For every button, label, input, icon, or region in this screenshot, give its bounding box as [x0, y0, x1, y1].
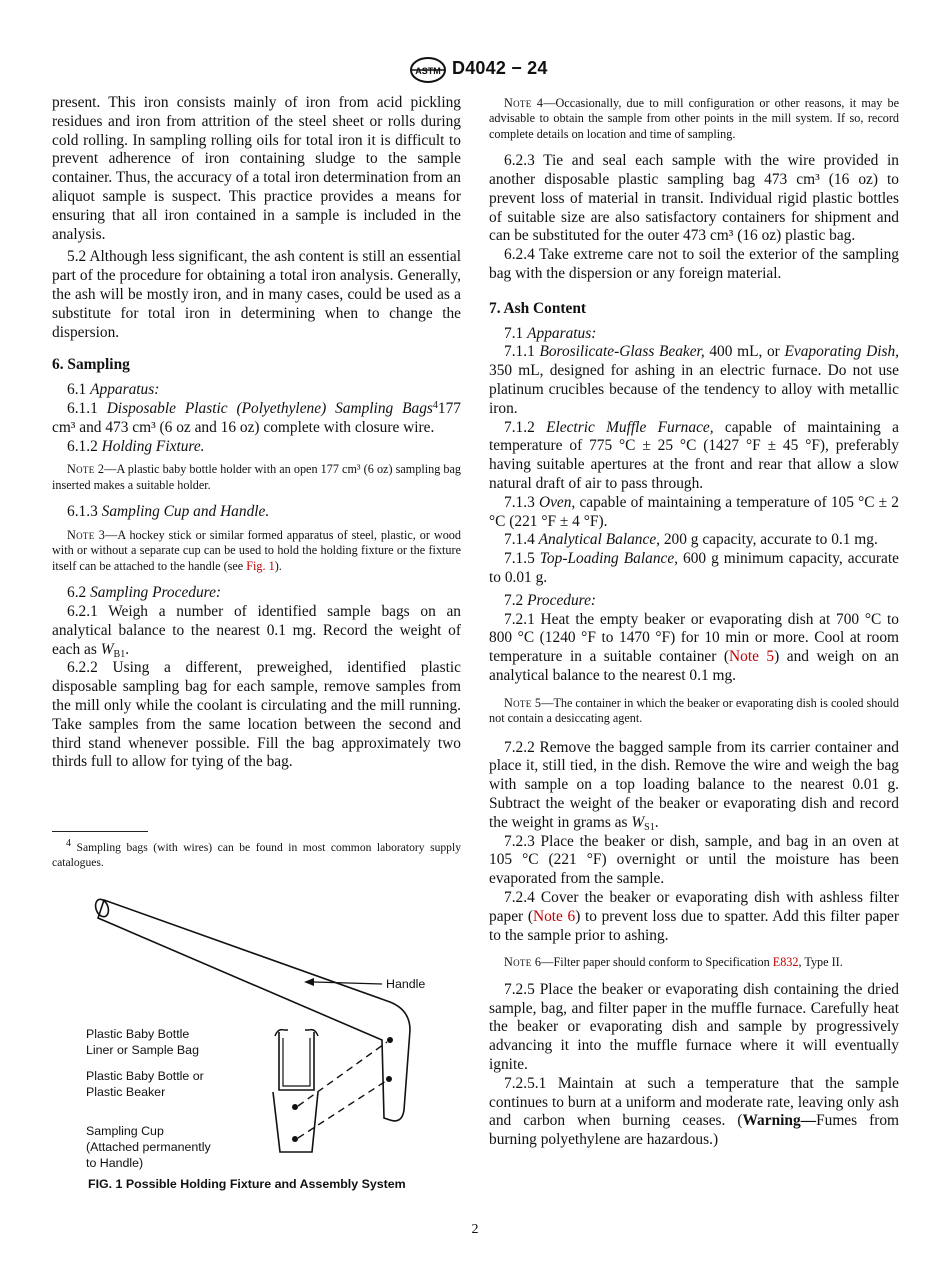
note-6-link[interactable]: Note 6: [532, 907, 576, 925]
left-column: [52, 94, 461, 776]
handle-hole-2: [386, 1076, 392, 1082]
heading-sampling: 6. Sampling: [52, 356, 130, 374]
label-bottle-1: Plastic Baby Bottle or: [86, 1069, 204, 1083]
liner-lip-left: [275, 1030, 288, 1036]
footnote-ref-4: 4: [432, 399, 438, 411]
label-cup-3: to Handle): [86, 1156, 144, 1170]
footnote-rule: [52, 831, 148, 832]
document-id: D4042 − 24: [452, 58, 548, 78]
warning-label: Warning—: [742, 1112, 817, 1130]
section-7-1-5: 7.1.5 Top-Loading Balance, 600 g minimum capacity, accurate to 0.01 g.: [489, 550, 899, 586]
cup-hole-2: [292, 1136, 298, 1142]
section-7-1-4: 7.1.4 Analytical Balance, 200 g capacity, accurate to 0.1 mg.: [504, 531, 878, 549]
section-6-1: 6.1 Apparatus:: [67, 381, 160, 399]
handle-arrow: [314, 982, 382, 984]
label-cup-1: Sampling Cup: [86, 1124, 164, 1138]
section-7-2-2: 7.2.2 Remove the bagged sample from its carrier container and place it, still tied, in the dish. Remove the wire and weigh the bag with sample on a top loading balance to the nearest 0.01 g. Subtract the weight of the beaker or evaporating dish and record the weight in grams as $W_{S1}$.: [489, 738, 899, 833]
cup-hole-1: [292, 1104, 298, 1110]
section-6-2-4: 6.2.4 Take extreme care not to soil the exterior of the sampling bag with the dispersion or any foreign material.: [489, 246, 899, 282]
note-5-link[interactable]: Note 5: [729, 648, 775, 666]
liner-shape: [279, 1032, 314, 1090]
heading-ash-content: 7. Ash Content: [489, 299, 587, 317]
section-6-1-1: 6.1.1 Disposable Plastic (Polyethylene) Sampling Bags$^4$177 cm³ and 473 cm³ (6 oz and 16 oz) complete with closure wire.: [52, 399, 461, 436]
section-6-1-2: 6.1.2 Holding Fixture.: [67, 437, 205, 455]
section-7-2-5: 7.2.5 Place the beaker or evaporating dish containing the dried sample, bag, and filter paper in the muffle furnace. Carefully heat the beaker or evaporating dish and sample by progressively advancing it into the muffle furnace where it will eventually ignite.: [489, 980, 899, 1073]
section-7-2-1: 7.2.1 Heat the empty beaker or evaporating dish at 700 °C to 800 °C (1240 °F to 1470 °F) for 10 min or more. Cool at room temperature in a suitable container (Note 5) and weigh on an analytical balance to the nearest 0.1 mg.: [489, 610, 899, 684]
page-number: 2: [471, 1222, 479, 1237]
figure-caption: FIG. 1 Possible Holding Fixture and Assembly System: [88, 1177, 406, 1191]
section-6-2-2: 6.2.2 Using a different, preweighed, identified plastic disposable sampling bag for each sample, remove samples from the mill only while the coolant is circulating and the mill running. Take samples from the same location between the second and third stand whenever possible. Fill the bag approximately two thirds full to allow for tying of the bag.: [52, 659, 461, 771]
section-7-2-3: 7.2.3 Place the beaker or dish, sample, and bag in an oven at 105 °C (221 °F) overnight or until the moisture has been evaporated from the sample.: [489, 832, 899, 888]
label-liner-2: Liner or Sample Bag: [86, 1043, 199, 1057]
section-6-2-3: 6.2.3 Tie and seal each sample with the wire provided in another disposable plastic sampling bag 473 cm³ (16 oz) to prevent loss of material in transit. Individual rigid plastic bottles of suitable size are also satisfactory containers for shipment and can be substituted for the outer 473 cm³ (16 oz) plastic bag.: [489, 152, 899, 245]
note-6: Note 6—Filter paper should conform to Specification E832, Type II.: [504, 955, 843, 970]
right-column: [489, 94, 899, 1154]
label-cup-2: (Attached permanently: [86, 1140, 211, 1154]
section-6-2: 6.2 Sampling Procedure:: [67, 584, 222, 602]
note-3: Note 3—A hockey stick or similar formed apparatus of steel, plastic, or wood with or without a separate cup can be used to hold the holding fixture or the fixture itself can be attached to the handle (see Fig. 1).: [52, 527, 461, 573]
section-7-1-1: 7.1.1 Borosilicate-Glass Beaker, 400 mL, or Evaporating Dish, 350 mL, designed for ashing in an electric furnace. Do not use platinum crucibles because of the tendency to alloy with metallic iron.: [489, 343, 899, 417]
liner-lip-right: [305, 1030, 318, 1036]
section-7-1-3: 7.1.3 Oven, capable of maintaining a temperature of 105 °C ± 2 °C (221 °F ± 4 °F).: [489, 493, 899, 530]
paragraph-continuation: present. This iron consists mainly of iron from acid pickling residues and iron from attrition of the steel sheet or rolls during cold rolling. In sampling rolling oils for total iron it is difficult to prevent adherence of iron containing sludge to the sample container. Thus, the accuracy of a total iron determination from an aliquot sample is suspect. This practice provides a means for ensuring that all iron contained in a sample is included in the analysis.: [52, 94, 461, 243]
section-7-2: 7.2 Procedure:: [504, 591, 597, 609]
logo-text: ASTM: [415, 66, 441, 76]
note-5: Note 5—The container in which the beaker or evaporating dish is cooled should not contain a desiccating agent.: [489, 695, 899, 726]
label-liner-1: Plastic Baby Bottle: [86, 1027, 190, 1041]
note-4: Note 4—Occasionally, due to mill configuration or other reasons, it may be advisable to obtain the sample from other points in the mill system. If so, record complete details on location and time of sampling.: [489, 96, 899, 141]
astm-logo-icon: [408, 56, 448, 84]
section-7-1: 7.1 Apparatus:: [504, 324, 597, 342]
cup-shape: [273, 1092, 318, 1152]
handle-hole-1: [387, 1037, 393, 1043]
section-7-2-5-1: 7.2.5.1 Maintain at such a temperature that the sample continues to burn at a uniform and moderate rate, leaving only ash and carbon when burning ceases. (Warning—Fumes from burning polyethylene are hazardous.): [489, 1074, 900, 1149]
section-7-1-2: 7.1.2 Electric Muffle Furnace, capable of maintaining a temperature of 775 °C ± 25 °C (1427 °F ± 45 °F), preferably having suitable apertures at the front and rear that allow a slow natural draft of air to pass through.: [489, 418, 899, 492]
assembly-line-1: [298, 1042, 387, 1106]
section-5-2: 5.2 Although less significant, the ash content is still an essential part of the procedure for obtaining a total iron analysis. Generally, the ash will be mostly iron, and in many cases, could be used as a substitute for total iron in determining when to change the dispersion.: [52, 248, 461, 341]
note-2: Note 2—A plastic baby bottle holder with an open 177 cm³ (6 oz) sampling bag inserted makes a suitable holder.: [52, 462, 461, 492]
liner-inner: [283, 1038, 310, 1086]
label-bottle-2: Plastic Beaker: [86, 1085, 166, 1099]
figure-1-diagram: [52, 880, 461, 1180]
e832-link[interactable]: E832: [772, 955, 799, 970]
label-handle: Handle: [386, 977, 426, 991]
page-header: [0, 56, 950, 84]
fig-1-link[interactable]: Fig. 1: [246, 558, 275, 573]
handle-arrowhead: [304, 978, 314, 986]
section-6-1-3: 6.1.3 Sampling Cup and Handle.: [67, 503, 270, 521]
section-6-2-1: 6.2.1 Weigh a number of identified sample bags on an analytical balance to the nearest 0.1 mg. Record the weight of each as $W_{B1}$.: [52, 602, 461, 660]
footnote-4: $^4$ Sampling bags (with wires) can be found in most common laboratory supply catalogues.: [52, 838, 461, 869]
section-7-2-4: 7.2.4 Cover the beaker or evaporating dish with ashless filter paper (Note 6) to prevent loss due to spatter. Add this filter paper to the sample prior to ashing.: [489, 888, 900, 944]
